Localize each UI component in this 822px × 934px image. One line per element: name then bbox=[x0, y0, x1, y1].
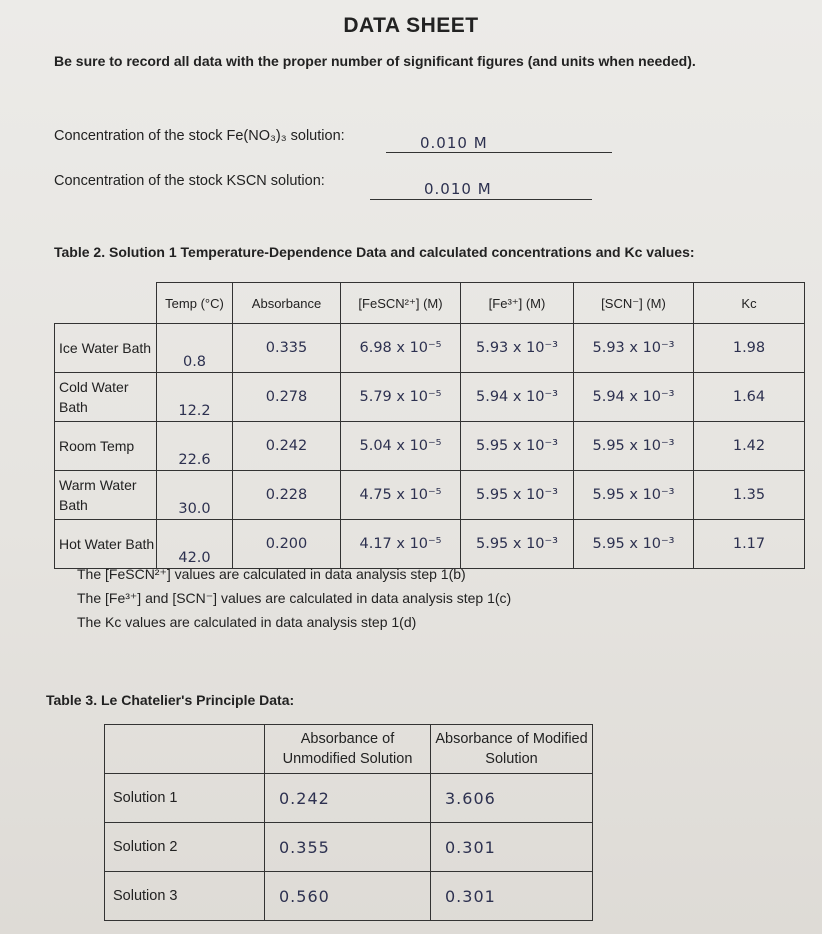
fe-cell: 5.93 x 10⁻³ bbox=[461, 324, 574, 373]
table2-caption: Table 2. Solution 1 Temperature-Dependence Data and calculated concentrations and Kc values: bbox=[54, 244, 695, 260]
unmodified-cell: 0.242 bbox=[265, 774, 431, 823]
row-label: Warm Water Bath bbox=[55, 471, 157, 520]
fe-cell: 5.95 x 10⁻³ bbox=[461, 520, 574, 569]
le-chatelier-table bbox=[104, 724, 593, 921]
stock-kscn-value: 0.010 M bbox=[424, 180, 492, 198]
stock-fe-value: 0.010 M bbox=[420, 134, 488, 152]
solution-label: Solution 2 bbox=[105, 823, 265, 872]
absorbance-cell: 0.200 bbox=[233, 520, 341, 569]
scn-cell: 5.95 x 10⁻³ bbox=[574, 422, 694, 471]
absorbance-cell: 0.335 bbox=[233, 324, 341, 373]
row-label: Room Temp bbox=[55, 422, 157, 471]
table3-header-empty bbox=[105, 725, 265, 774]
fe-cell: 5.94 x 10⁻³ bbox=[461, 373, 574, 422]
table2-header-temp: Temp (°C) bbox=[157, 283, 233, 324]
table2-header-empty bbox=[55, 283, 157, 324]
instruction-text: Be sure to record all data with the proper number of significant figures (and units when needed). bbox=[54, 53, 696, 69]
fe-cell: 5.95 x 10⁻³ bbox=[461, 422, 574, 471]
kc-cell: 1.98 bbox=[694, 324, 805, 373]
fescn-cell: 4.75 x 10⁻⁵ bbox=[341, 471, 461, 520]
table3-caption: Table 3. Le Chatelier's Principle Data: bbox=[46, 692, 295, 708]
note-kc: The Kc values are calculated in data analysis step 1(d) bbox=[77, 614, 417, 630]
unmodified-cell: 0.355 bbox=[265, 823, 431, 872]
table-row bbox=[55, 422, 805, 471]
table-row bbox=[55, 471, 805, 520]
fe-cell: 5.95 x 10⁻³ bbox=[461, 471, 574, 520]
solution-label: Solution 1 bbox=[105, 774, 265, 823]
stock-kscn-label: Concentration of the stock KSCN solution: bbox=[54, 173, 325, 189]
table3-header-unmodified: Absorbance of Unmodified Solution bbox=[265, 725, 431, 774]
temp-cell: 22.6 bbox=[157, 422, 233, 471]
kc-cell: 1.42 bbox=[694, 422, 805, 471]
table-row bbox=[105, 823, 593, 872]
fescn-cell: 4.17 x 10⁻⁵ bbox=[341, 520, 461, 569]
page-title: DATA SHEET bbox=[343, 14, 479, 37]
scn-cell: 5.95 x 10⁻³ bbox=[574, 520, 694, 569]
table2-header-fe: [Fe³⁺] (M) bbox=[461, 283, 574, 324]
scn-cell: 5.95 x 10⁻³ bbox=[574, 471, 694, 520]
temp-cell: 30.0 bbox=[157, 471, 233, 520]
modified-cell: 0.301 bbox=[431, 823, 593, 872]
solution-label: Solution 3 bbox=[105, 872, 265, 921]
kc-cell: 1.64 bbox=[694, 373, 805, 422]
kc-cell: 1.17 bbox=[694, 520, 805, 569]
table3-header-modified: Absorbance of Modified Solution bbox=[431, 725, 593, 774]
scn-cell: 5.94 x 10⁻³ bbox=[574, 373, 694, 422]
fescn-cell: 5.04 x 10⁻⁵ bbox=[341, 422, 461, 471]
fescn-cell: 6.98 x 10⁻⁵ bbox=[341, 324, 461, 373]
note-fescn: The [FeSCN²⁺] values are calculated in data analysis step 1(b) bbox=[77, 566, 466, 582]
table-row bbox=[105, 774, 593, 823]
temp-cell: 12.2 bbox=[157, 373, 233, 422]
modified-cell: 0.301 bbox=[431, 872, 593, 921]
stock-kscn-blank bbox=[370, 199, 592, 200]
unmodified-cell: 0.560 bbox=[265, 872, 431, 921]
table-row bbox=[55, 324, 805, 373]
scn-cell: 5.93 x 10⁻³ bbox=[574, 324, 694, 373]
stock-fe-label: Concentration of the stock Fe(NO₃)₃ solution: bbox=[54, 128, 345, 144]
modified-cell: 3.606 bbox=[431, 774, 593, 823]
stock-fe-blank bbox=[386, 152, 612, 153]
table2-header-row bbox=[55, 283, 805, 324]
temp-cell: 0.8 bbox=[157, 324, 233, 373]
table-row bbox=[55, 373, 805, 422]
note-fe-scn: The [Fe³⁺] and [SCN⁻] values are calculated in data analysis step 1(c) bbox=[77, 590, 512, 606]
table2-header-kc: Kc bbox=[694, 283, 805, 324]
row-label: Cold Water Bath bbox=[55, 373, 157, 422]
temperature-data-table bbox=[54, 282, 805, 569]
table3-header-row bbox=[105, 725, 593, 774]
table-row bbox=[55, 520, 805, 569]
table2-header-scn: [SCN⁻] (M) bbox=[574, 283, 694, 324]
absorbance-cell: 0.278 bbox=[233, 373, 341, 422]
table-row bbox=[105, 872, 593, 921]
fescn-cell: 5.79 x 10⁻⁵ bbox=[341, 373, 461, 422]
table2-header-fescn: [FeSCN²⁺] (M) bbox=[341, 283, 461, 324]
row-label: Ice Water Bath bbox=[55, 324, 157, 373]
row-label: Hot Water Bath bbox=[55, 520, 157, 569]
absorbance-cell: 0.242 bbox=[233, 422, 341, 471]
kc-cell: 1.35 bbox=[694, 471, 805, 520]
absorbance-cell: 0.228 bbox=[233, 471, 341, 520]
temp-cell: 42.0 bbox=[157, 520, 233, 569]
table2-header-absorbance: Absorbance bbox=[233, 283, 341, 324]
